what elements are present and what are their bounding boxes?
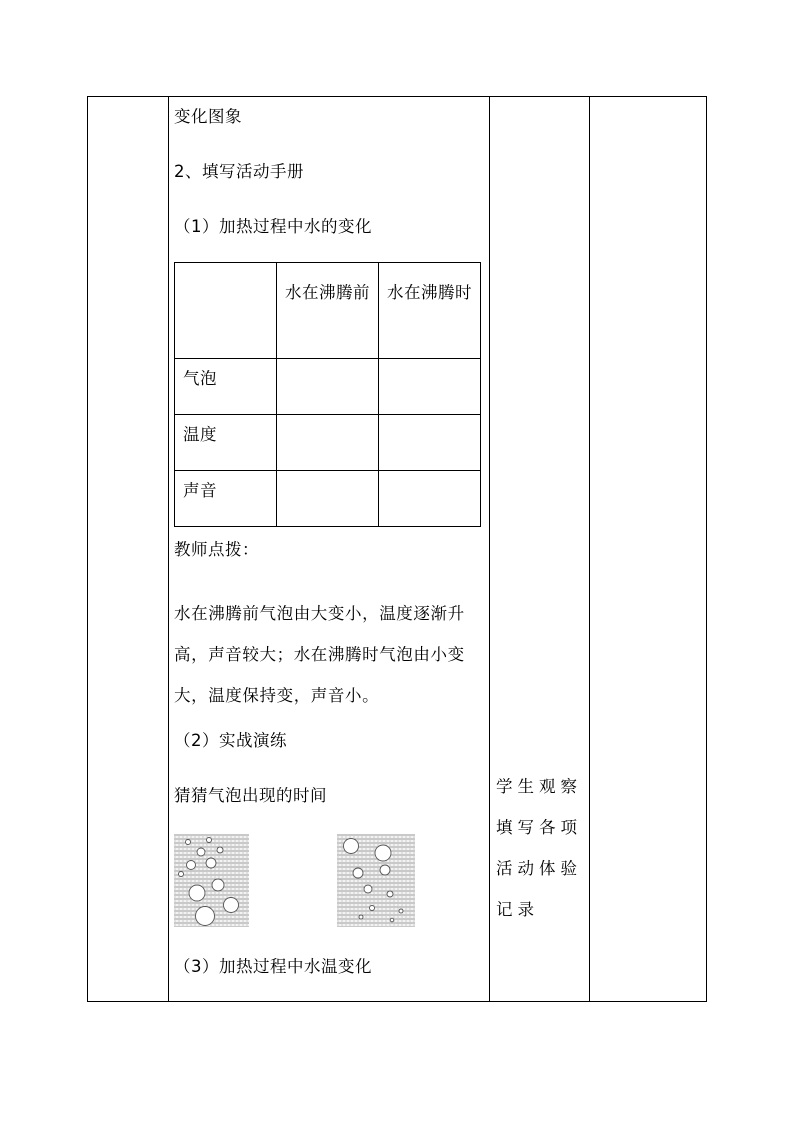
table-header-cell xyxy=(175,263,277,359)
table-header-row xyxy=(175,263,481,359)
line-water-change-heading: （1）加热过程中水的变化 xyxy=(174,217,372,236)
line-guess-bubbles: 猜猜气泡出现的时间 xyxy=(174,786,327,805)
column-divider xyxy=(489,97,490,1001)
bubbles-boiling-image xyxy=(174,834,249,927)
row-label-cell: 声音 xyxy=(175,471,277,527)
line-teacher-tip: 教师点拨： xyxy=(174,540,259,559)
column-divider xyxy=(168,97,169,1001)
line-practice-heading: （2）实战演练 xyxy=(174,731,287,750)
table-cell xyxy=(277,471,379,527)
row-label-cell: 温度 xyxy=(175,415,277,471)
table-row xyxy=(175,359,481,415)
line-temperature-heading: （3）加热过程中水温变化 xyxy=(174,957,372,976)
table-header-cell: 水在沸腾前 xyxy=(277,263,379,359)
table-cell xyxy=(277,359,379,415)
table-cell xyxy=(379,359,481,415)
table-cell xyxy=(379,415,481,471)
explanation-paragraph: 水在沸腾前气泡由大变小，温度逐渐升高，声音较大；水在沸腾时气泡由小变大，温度保持变，声音小。 xyxy=(174,604,465,705)
student-activity-text: 学生观察填写各项活动体验记录 xyxy=(496,777,582,919)
table-cell xyxy=(379,471,481,527)
table-row xyxy=(175,415,481,471)
line-change-graph: 变化图象 xyxy=(174,107,242,126)
table-header-cell: 水在沸腾时 xyxy=(379,263,481,359)
table-cell xyxy=(277,415,379,471)
bubbles-before-boiling-image xyxy=(337,834,415,927)
row-label-cell: 气泡 xyxy=(175,359,277,415)
table-row xyxy=(175,471,481,527)
observation-table xyxy=(174,262,481,527)
column-divider xyxy=(589,97,590,1001)
line-fill-handbook: 2、填写活动手册 xyxy=(174,162,304,181)
